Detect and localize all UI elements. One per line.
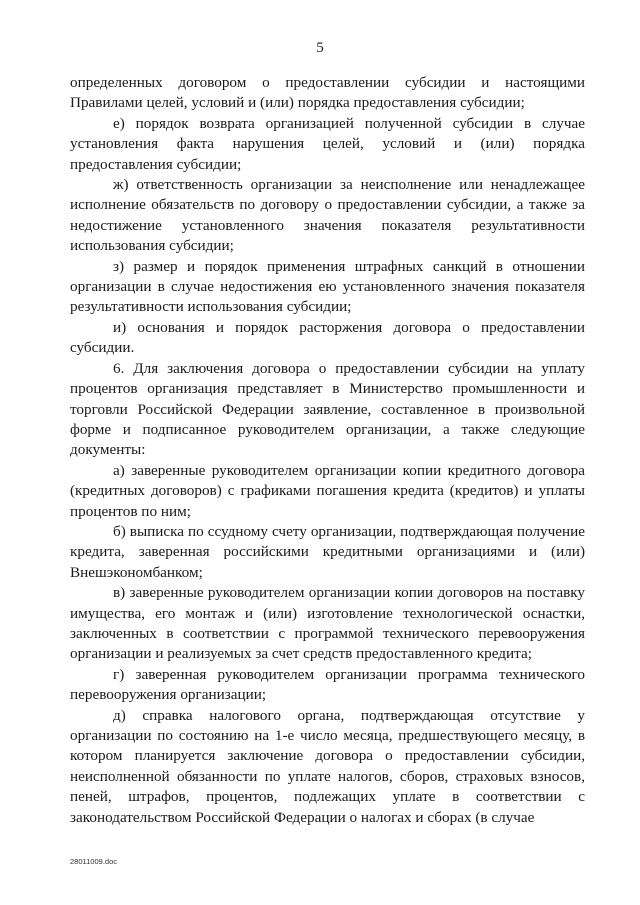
- paragraph-item-g: г) заверенная руководителем организации программа технического перевооружения организации;: [70, 665, 585, 704]
- paragraph-item-v: в) заверенные руководителем организации копии договоров на поставку имущества, его монтаж и (или) изготовление технологической оснастки, заключенных в соответствии с программой технического перевооружения организации и реализуемых за счет средств предоставленного кредита;: [70, 584, 585, 663]
- page-number: 5: [316, 40, 324, 56]
- paragraph-continuation: определенных договором о предоставлении субсидии и настоящими Правилами целей, условий и (или) порядка предоставления субсидии;: [70, 74, 585, 112]
- paragraph-item-d: д) справка налогового органа, подтверждающая отсутствие у организации по состоянию на 1-е число месяца, предшествующего месяцу, в котором планируется заключение договора о предоставлении субсидии, неисполненной обязанности по уплате налогов, сборов, страховых взносов, пеней, штрафов, процентов, подлежащих уплате в соответствии с законодательством Российской Федерации о налогах и сборах (в случае: [70, 706, 585, 826]
- paragraph-item-i: и) основания и порядок расторжения договора о предоставлении субсидии.: [70, 318, 585, 357]
- paragraph-section-6: 6. Для заключения договора о предоставлении субсидии на уплату процентов организация представляет в Министерство промышленности и торговли Российской Федерации заявление, составленное в произвольной форме и подписанное руководителем организации, а также следующие документы:: [70, 359, 585, 459]
- document-body: [70, 73, 585, 828]
- paragraph-item-b: б) выписка по ссудному счету организации, подтверждающая получение кредита, заверенная российскими кредитными организациями и (или) Внешэкономбанком;: [70, 522, 585, 581]
- paragraph-item-z: з) размер и порядок применения штрафных санкций в отношении организации в случае недостижения ею установленного значения показателя результативности использования субсидии;: [70, 257, 585, 316]
- paragraph-item-e: е) порядок возврата организацией полученной субсидии в случае установления факта нарушения целей, условий и (или) порядка предоставления субсидии;: [70, 114, 585, 173]
- paragraph-item-a: а) заверенные руководителем организации копии кредитного договора (кредитных договоров) с графиками погашения кредита (кредитов) и уплаты процентов по ним;: [70, 461, 585, 520]
- footer-file-code: 28011009.doc: [70, 857, 117, 866]
- paragraph-item-zh: ж) ответственность организации за неисполнение или ненадлежащее исполнение обязательств по договору о предоставлении субсидии, а также за недостижение установленного значения показателя результативности использования субсидии;: [70, 176, 585, 255]
